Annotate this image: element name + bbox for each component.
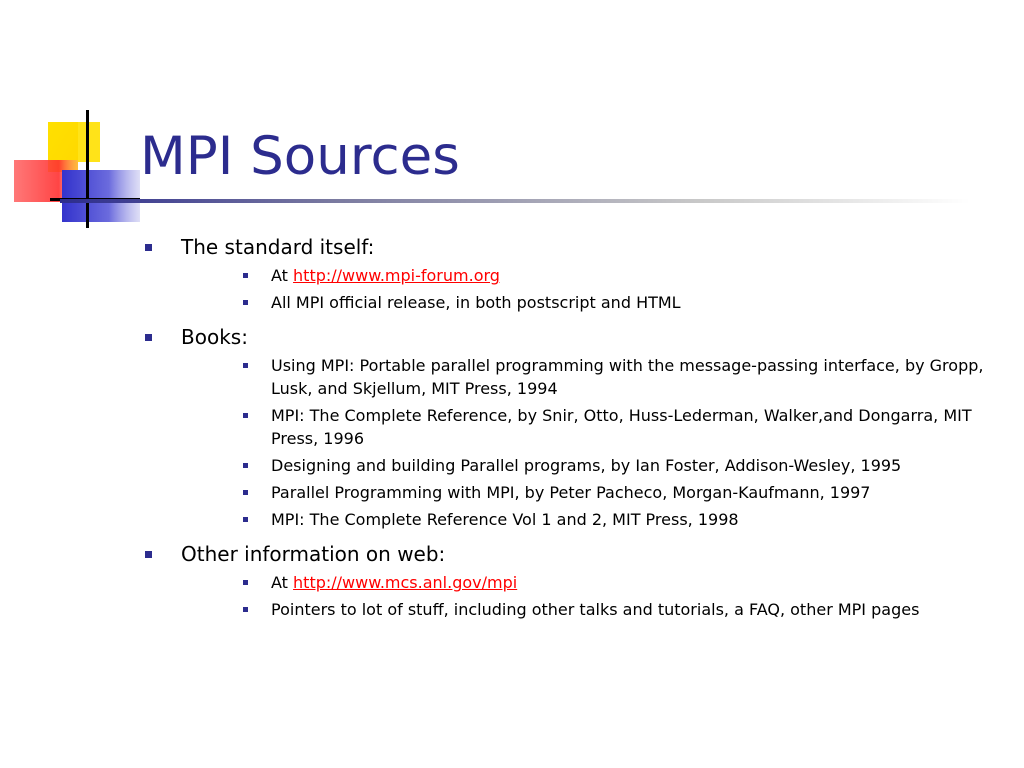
sub-list-books — [140, 354, 1010, 531]
square-bullet-icon — [243, 463, 248, 468]
section-heading-text: Other information on web: — [181, 542, 446, 566]
square-bullet-icon — [145, 244, 152, 251]
square-bullet-icon — [243, 580, 248, 585]
list-item-text: Parallel Programming with MPI, by Peter Pacheco, Morgan-Kaufmann, 1997 — [271, 483, 871, 502]
slide-content — [140, 232, 1010, 629]
list-item — [140, 354, 1010, 400]
list-item-text: Pointers to lot of stuff, including other talks and tutorials, a FAQ, other MPI pages — [271, 600, 920, 619]
mcs-anl-link[interactable]: http://www.mcs.anl.gov/mpi — [293, 573, 518, 592]
list-item — [140, 291, 1010, 314]
square-bullet-icon — [243, 490, 248, 495]
list-item-text: MPI: The Complete Reference Vol 1 and 2, MIT Press, 1998 — [271, 510, 739, 529]
list-item — [140, 481, 1010, 504]
vertical-line — [86, 110, 89, 228]
slide-title: MPI Sources — [140, 126, 460, 187]
section-heading-standard — [140, 232, 1010, 262]
list-item-prefix: At — [271, 266, 288, 285]
list-item-text: Using MPI: Portable parallel programming with the message-passing interface, by Gropp, Lusk, and Skjellum, MIT Press, 1994 — [271, 356, 984, 398]
list-item-prefix: At — [271, 573, 288, 592]
square-bullet-icon — [145, 334, 152, 341]
list-item-text: Designing and building Parallel programs, by Ian Foster, Addison-Wesley, 1995 — [271, 456, 902, 475]
sub-list-standard — [140, 264, 1010, 314]
title-divider-line — [60, 199, 970, 203]
blue-square — [62, 170, 140, 222]
section-heading-books — [140, 322, 1010, 352]
list-item-text: MPI: The Complete Reference, by Snir, Otto, Huss-Lederman, Walker,and Dongarra, MIT Press, 1996 — [271, 406, 972, 448]
list-item — [140, 571, 1010, 594]
list-item — [140, 598, 1010, 621]
list-item — [140, 454, 1010, 477]
square-bullet-icon — [243, 363, 248, 368]
square-bullet-icon — [243, 607, 248, 612]
section-heading-text: Books: — [181, 325, 248, 349]
square-bullet-icon — [243, 517, 248, 522]
list-item-text: All MPI official release, in both postscript and HTML — [271, 293, 681, 312]
list-item — [140, 404, 1010, 450]
mpi-forum-link[interactable]: http://www.mpi-forum.org — [293, 266, 500, 285]
section-heading-web — [140, 539, 1010, 569]
sub-list-web — [140, 571, 1010, 621]
list-item — [140, 508, 1010, 531]
square-bullet-icon — [243, 413, 248, 418]
square-bullet-icon — [145, 551, 152, 558]
square-bullet-icon — [243, 273, 248, 278]
list-item — [140, 264, 1010, 287]
square-bullet-icon — [243, 300, 248, 305]
section-heading-text: The standard itself: — [181, 235, 375, 259]
